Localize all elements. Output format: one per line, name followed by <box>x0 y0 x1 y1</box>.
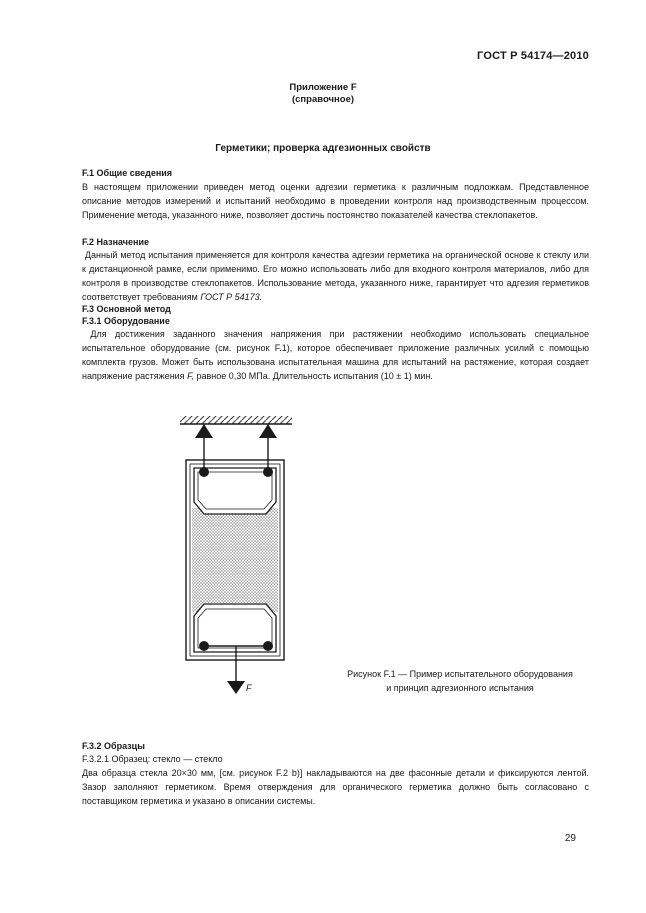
figure-caption <box>330 667 590 695</box>
section-f31-body-a: Для достижения заданного значения напряжения при растяжении необходимо использовать специальное испытательное оборудование (см. рисунок F.1), которое обеспечивает приложение различных усилий с помощью комплекта грузов. Может быть использована испытательная машина для испытаний на растяжение, которая создает напряжение растяжения <box>82 329 589 381</box>
section-f2-text <box>82 248 589 304</box>
upper-fixture <box>194 467 276 514</box>
section-f32-sub: F.3.2.1 Образец: стекло — стекло <box>82 754 223 764</box>
section-f32-text: Два образца стекла 20×30 мм, [см. рисунок F.2 b)] накладываются на две фасонные детали и фиксируются лентой. Зазор заполняют герметиком. Время отверждения для органического герметика должно быть согласовано с поставщиком герметика и указано в описании системы. <box>82 768 589 806</box>
lower-fixture <box>194 604 276 652</box>
appendix-title: Приложение F <box>289 82 357 93</box>
section-f32-heading: F.3.2 Образцы <box>82 741 145 751</box>
section-f31-body-b: равное 0,30 МПа. Длительность испытания (10 ± 1) мин. <box>196 371 433 381</box>
section-f1-body: В настоящем приложении приведен метод оценки адгезии герметика к различным подложкам. Представленное описание методов измерений и испытаний необходимо в проведении контроля над производственным процессом. Применение метода, указанного ниже, позволяет достичь постоянство показателей качества стеклопакетов. <box>82 182 589 220</box>
section-f1-text <box>82 180 589 222</box>
section-f2-body: Данный метод испытания применяется для контроля качества адгезии герметика на органической основе к стеклу или к дистанционной рамке, если применимо. Его можно использовать либо для входного контроля материалов, либо для контроля в производстве стеклопакетов. Использование метода, указанного ниже, гарантирует что адгезия герметиков соответствует требованиям <box>82 250 589 302</box>
ceiling-support <box>180 416 292 424</box>
figure-caption-line2: и принцип адгезионного испытания <box>386 683 534 693</box>
section-f31-heading: F.3.1 Оборудование <box>82 316 170 326</box>
section-f31-symbol: F, <box>187 371 194 381</box>
appendix-subtitle: (справочное) <box>291 94 355 105</box>
section-f1-heading: F.1 Общие сведения <box>82 168 173 178</box>
downward-force-arrow <box>227 646 245 694</box>
main-title: Герметики; проверка адгезионных свойств <box>215 143 431 154</box>
section-f2-ref: ГОСТ Р 54173. <box>200 292 263 302</box>
section-f2-heading: F.2 Назначение <box>82 237 150 247</box>
section-f3-heading: F.3 Основной метод <box>82 304 171 314</box>
page-number: 29 <box>564 833 576 844</box>
appendix-heading <box>0 82 646 106</box>
figure-caption-line1: Рисунок F.1 — Пример испытательного оборудования <box>347 669 573 679</box>
force-label: F <box>246 683 252 693</box>
test-equipment-figure <box>170 408 300 698</box>
sealant-layer <box>192 508 278 612</box>
standard-header: ГОСТ Р 54174—2010 <box>477 50 589 62</box>
section-f31-text <box>82 327 589 383</box>
